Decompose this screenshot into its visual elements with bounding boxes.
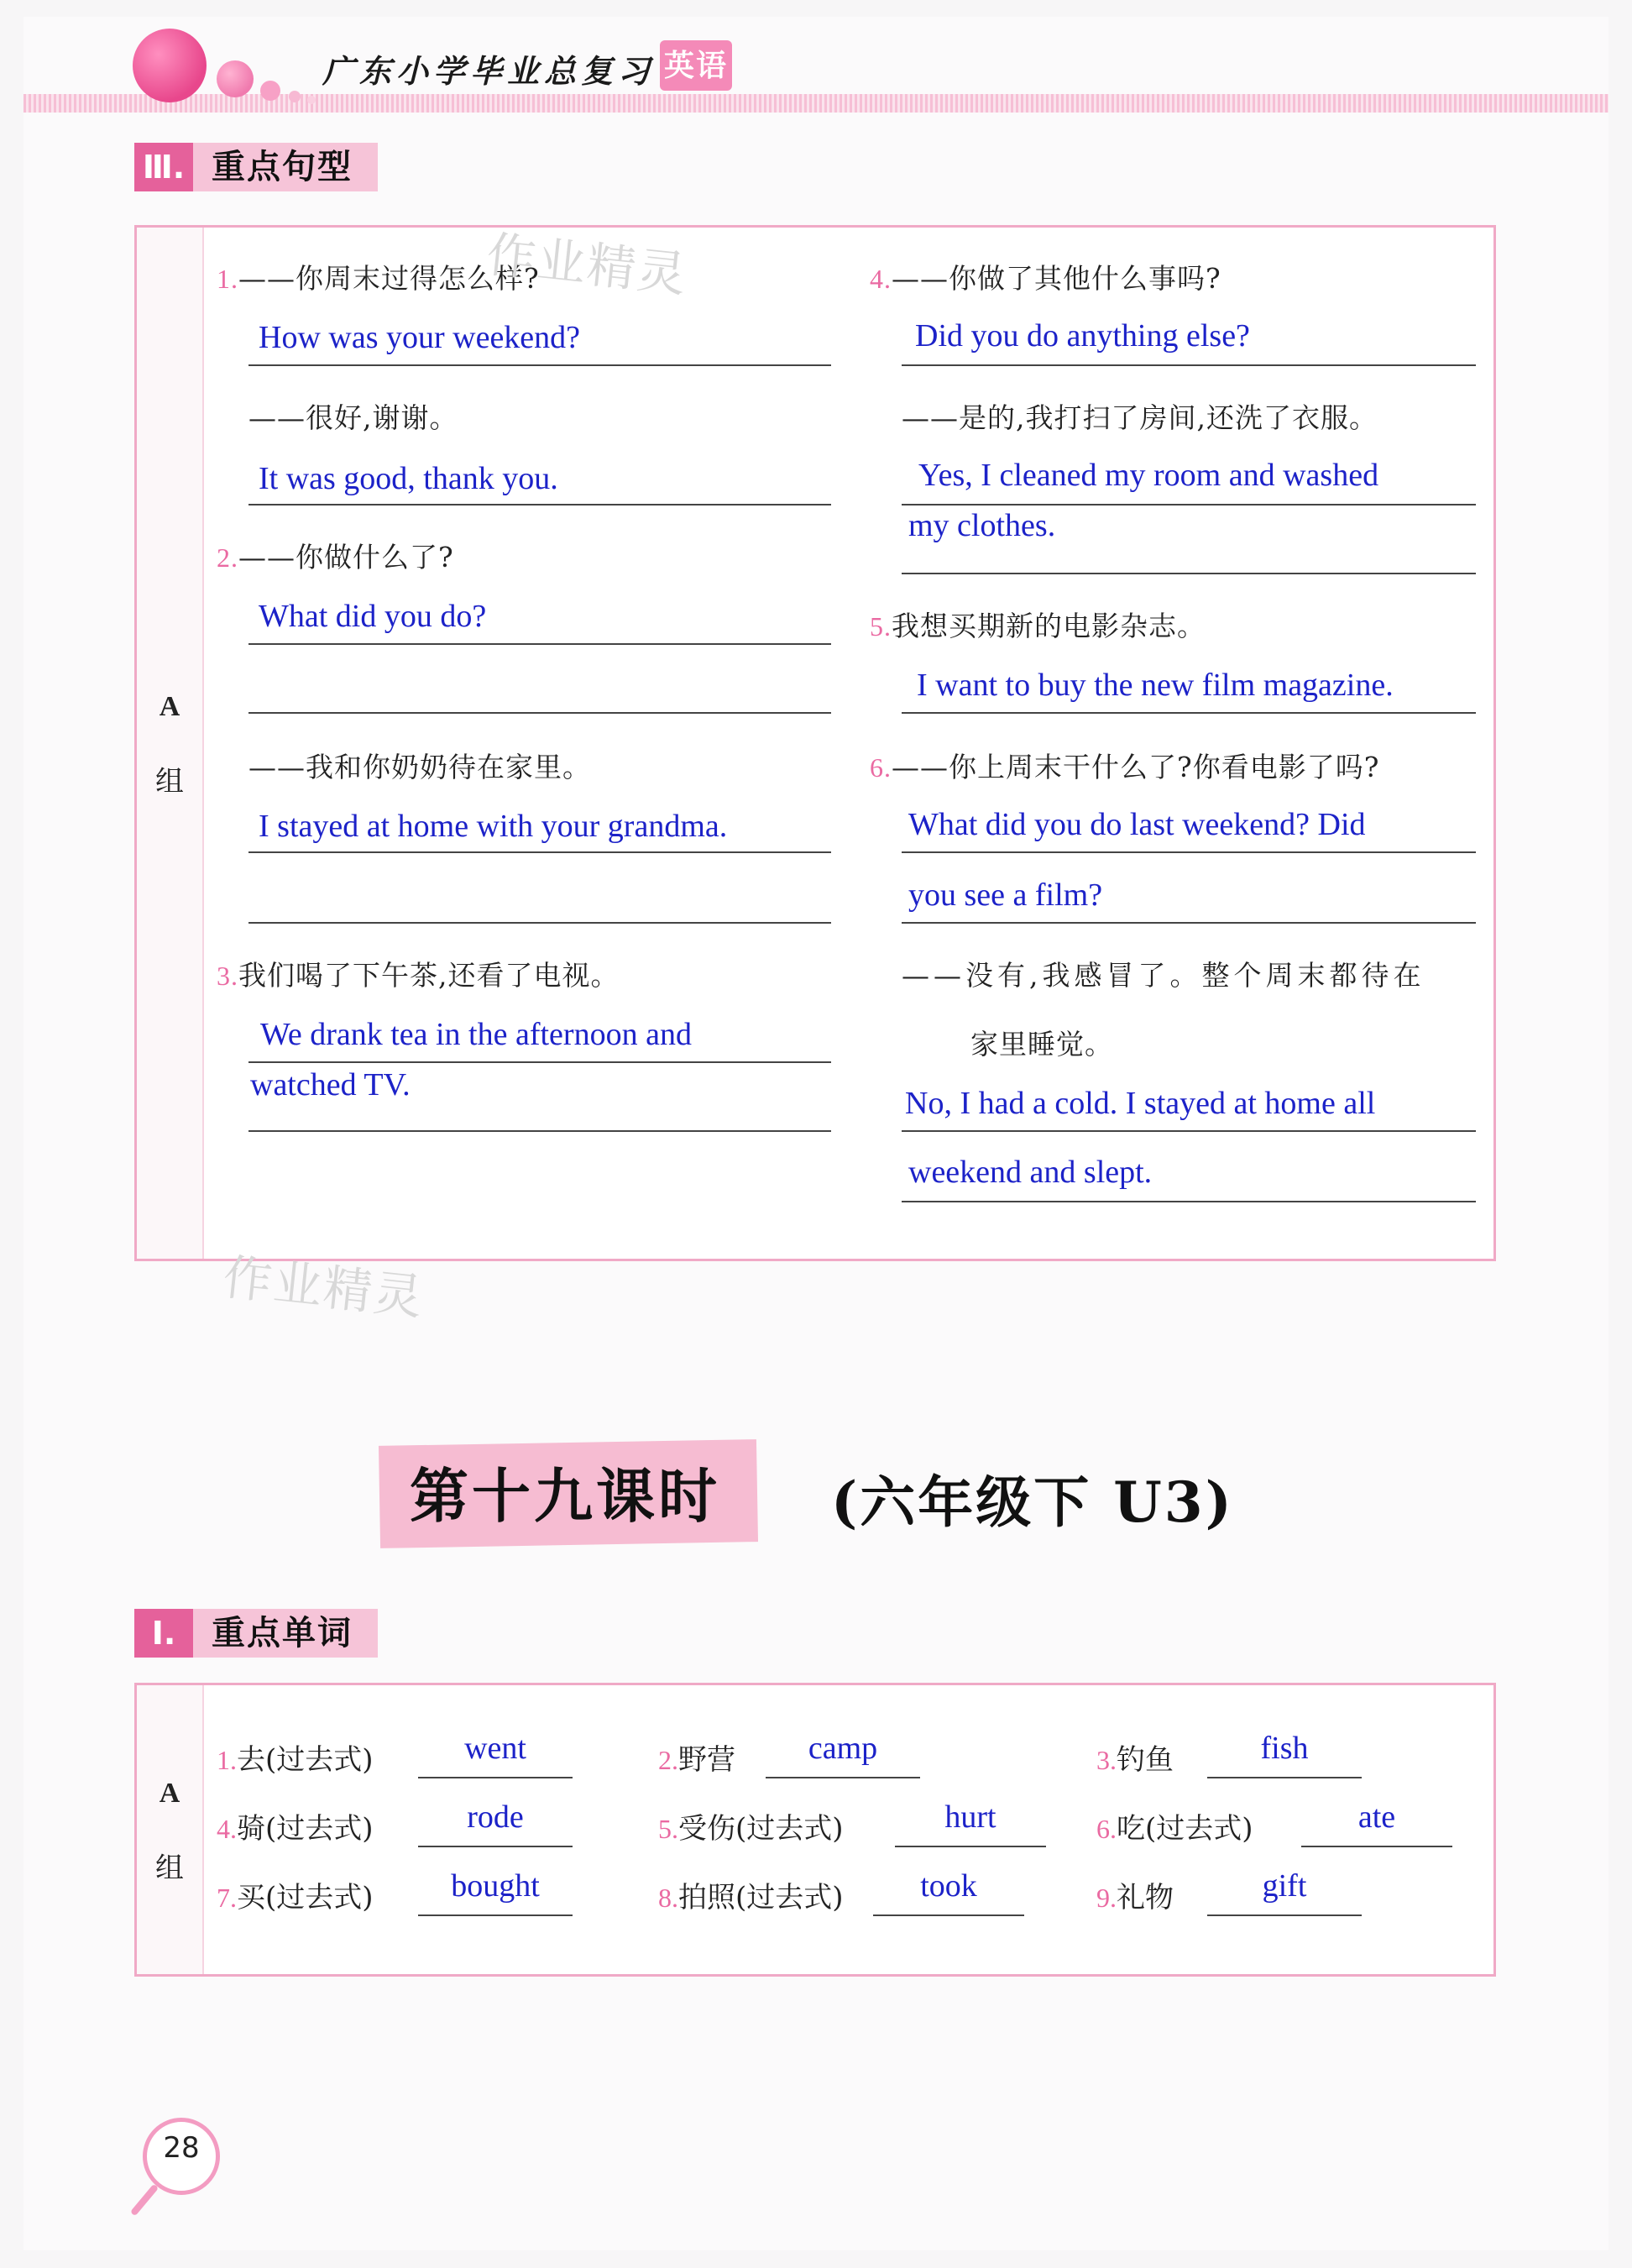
section-number: Ⅲ.	[134, 143, 193, 191]
sentence-item-2-reply-answer: I stayed at home with your grandma.	[259, 809, 728, 844]
word-item-1-answer: went	[464, 1731, 526, 1766]
word-item-8-answer: took	[920, 1868, 977, 1904]
answer-line	[248, 922, 831, 924]
answer-line	[1301, 1846, 1452, 1847]
word-item-2-label: 2.野营	[658, 1743, 735, 1777]
word-item-3-answer: fish	[1260, 1731, 1309, 1766]
answer-line	[902, 922, 1476, 924]
sentence-item-4-reply-prompt: ——是的,我打扫了房间,还洗了衣服。	[902, 401, 1378, 434]
sentence-item-1-reply-answer: It was good, thank you.	[259, 461, 558, 496]
answer-line	[766, 1777, 920, 1778]
word-item-3-label: 3.钓鱼	[1096, 1743, 1174, 1777]
answer-line	[248, 1130, 831, 1132]
sentence-item-2-prompt: 2.——你做什么了?	[217, 541, 454, 574]
sentence-item-2-reply-prompt: ——我和你奶奶待在家里。	[248, 751, 591, 783]
sentence-item-6-reply-answer: No, I had a cold. I stayed at home all	[905, 1086, 1376, 1121]
answer-line	[418, 1914, 573, 1916]
answer-line	[248, 851, 831, 853]
answer-line	[902, 364, 1476, 366]
answer-line	[902, 1201, 1476, 1202]
section-title: 重点句型	[212, 148, 353, 186]
watermark: 作业精灵	[484, 225, 691, 304]
word-item-6-label: 6.吃(过去式)	[1096, 1812, 1253, 1846]
group-column	[137, 228, 204, 1259]
word-item-6-answer: ate	[1357, 1799, 1396, 1835]
word-item-5-label: 5.受伤(过去式)	[658, 1812, 844, 1846]
sentence-item-3-answer-continued: watched TV.	[250, 1067, 411, 1103]
sentence-item-1-reply-prompt: ——很好,谢谢。	[248, 401, 458, 434]
word-item-9-answer: gift	[1262, 1868, 1307, 1904]
header-decoration-circle	[133, 29, 207, 102]
answer-line	[248, 504, 831, 505]
section-heading-key-sentences	[134, 143, 378, 191]
header-decoration-circle	[307, 96, 316, 104]
header-band	[24, 94, 1608, 113]
word-item-1-label: 1.去(过去式)	[217, 1743, 374, 1777]
answer-line	[902, 504, 1476, 505]
word-item-4-answer: rode	[467, 1799, 524, 1835]
sentence-item-6-answer-continued: you see a film?	[908, 877, 1103, 913]
sentence-item-6-reply-prompt-continued: 家里睡觉。	[970, 1028, 1113, 1061]
word-item-4-label: 4.骑(过去式)	[217, 1812, 374, 1846]
answer-line	[248, 1061, 831, 1063]
answer-line	[902, 1130, 1476, 1132]
group-word: 组	[155, 765, 184, 799]
section-number: Ⅰ.	[134, 1609, 193, 1658]
section-title: 重点单词	[212, 1614, 353, 1653]
sentence-item-3-answer: We drank tea in the afternoon and	[260, 1017, 692, 1052]
sentence-item-6-answer: What did you do last weekend? Did	[908, 807, 1366, 842]
answer-line	[248, 643, 831, 645]
answer-line	[1207, 1914, 1362, 1916]
answer-line	[902, 573, 1476, 574]
sentence-item-2-answer: What did you do?	[259, 599, 487, 634]
word-item-2-answer: camp	[808, 1731, 878, 1766]
sentence-item-4-reply-answer: Yes, I cleaned my room and washed	[918, 458, 1379, 493]
word-item-8-label: 8.拍照(过去式)	[658, 1881, 844, 1914]
lesson-title: 第十九课时	[410, 1461, 720, 1531]
header-decoration-circle	[260, 81, 280, 101]
sentence-item-5-prompt: 5.我想买期新的电影杂志。	[870, 610, 1206, 642]
lesson-subtitle: (六年级下 U3)	[831, 1469, 1234, 1535]
section-heading-key-words	[134, 1609, 378, 1658]
sentence-item-6-prompt: 6.——你上周末干什么了?你看电影了吗?	[870, 751, 1380, 783]
book-title: 广东小学毕业总复习	[322, 52, 656, 90]
header-decoration-circle	[217, 60, 254, 97]
subject-badge: 英语	[660, 40, 732, 91]
sentence-item-1-answer: How was your weekend?	[259, 320, 581, 355]
sentence-item-1-prompt: 1.——你周末过得怎么样?	[217, 262, 540, 295]
answer-line	[902, 851, 1476, 853]
page-number: 28	[163, 2131, 200, 2165]
answer-line	[248, 712, 831, 714]
sentence-item-3-prompt: 3.我们喝了下午茶,还看了电视。	[217, 959, 620, 992]
word-item-5-answer: hurt	[944, 1799, 996, 1835]
sentence-item-5-answer: I want to buy the new film magazine.	[917, 668, 1394, 703]
word-item-7-answer: bought	[451, 1868, 540, 1904]
sentence-item-4-reply-answer-continued: my clothes.	[908, 508, 1056, 543]
header-decoration-circle	[289, 91, 301, 102]
answer-line	[873, 1914, 1024, 1916]
watermark: 作业精灵	[220, 1248, 427, 1327]
answer-line	[902, 712, 1476, 714]
word-item-7-label: 7.买(过去式)	[217, 1881, 374, 1914]
group-letter: A	[159, 1778, 180, 1809]
answer-line	[418, 1846, 573, 1847]
answer-line	[1207, 1777, 1362, 1778]
sentence-item-6-reply-answer-continued: weekend and slept.	[908, 1155, 1153, 1190]
group-word: 组	[155, 1852, 184, 1885]
sentence-item-4-answer: Did you do anything else?	[915, 318, 1250, 354]
answer-line	[895, 1846, 1046, 1847]
sentence-item-6-reply-prompt: ——没有,我感冒了。整个周末都待在	[902, 959, 1425, 992]
group-column	[137, 1685, 204, 1974]
answer-line	[248, 364, 831, 366]
sentence-item-4-prompt: 4.——你做了其他什么事吗?	[870, 262, 1221, 295]
group-letter: A	[159, 691, 180, 722]
answer-line	[418, 1777, 573, 1778]
word-item-9-label: 9.礼物	[1096, 1881, 1174, 1914]
